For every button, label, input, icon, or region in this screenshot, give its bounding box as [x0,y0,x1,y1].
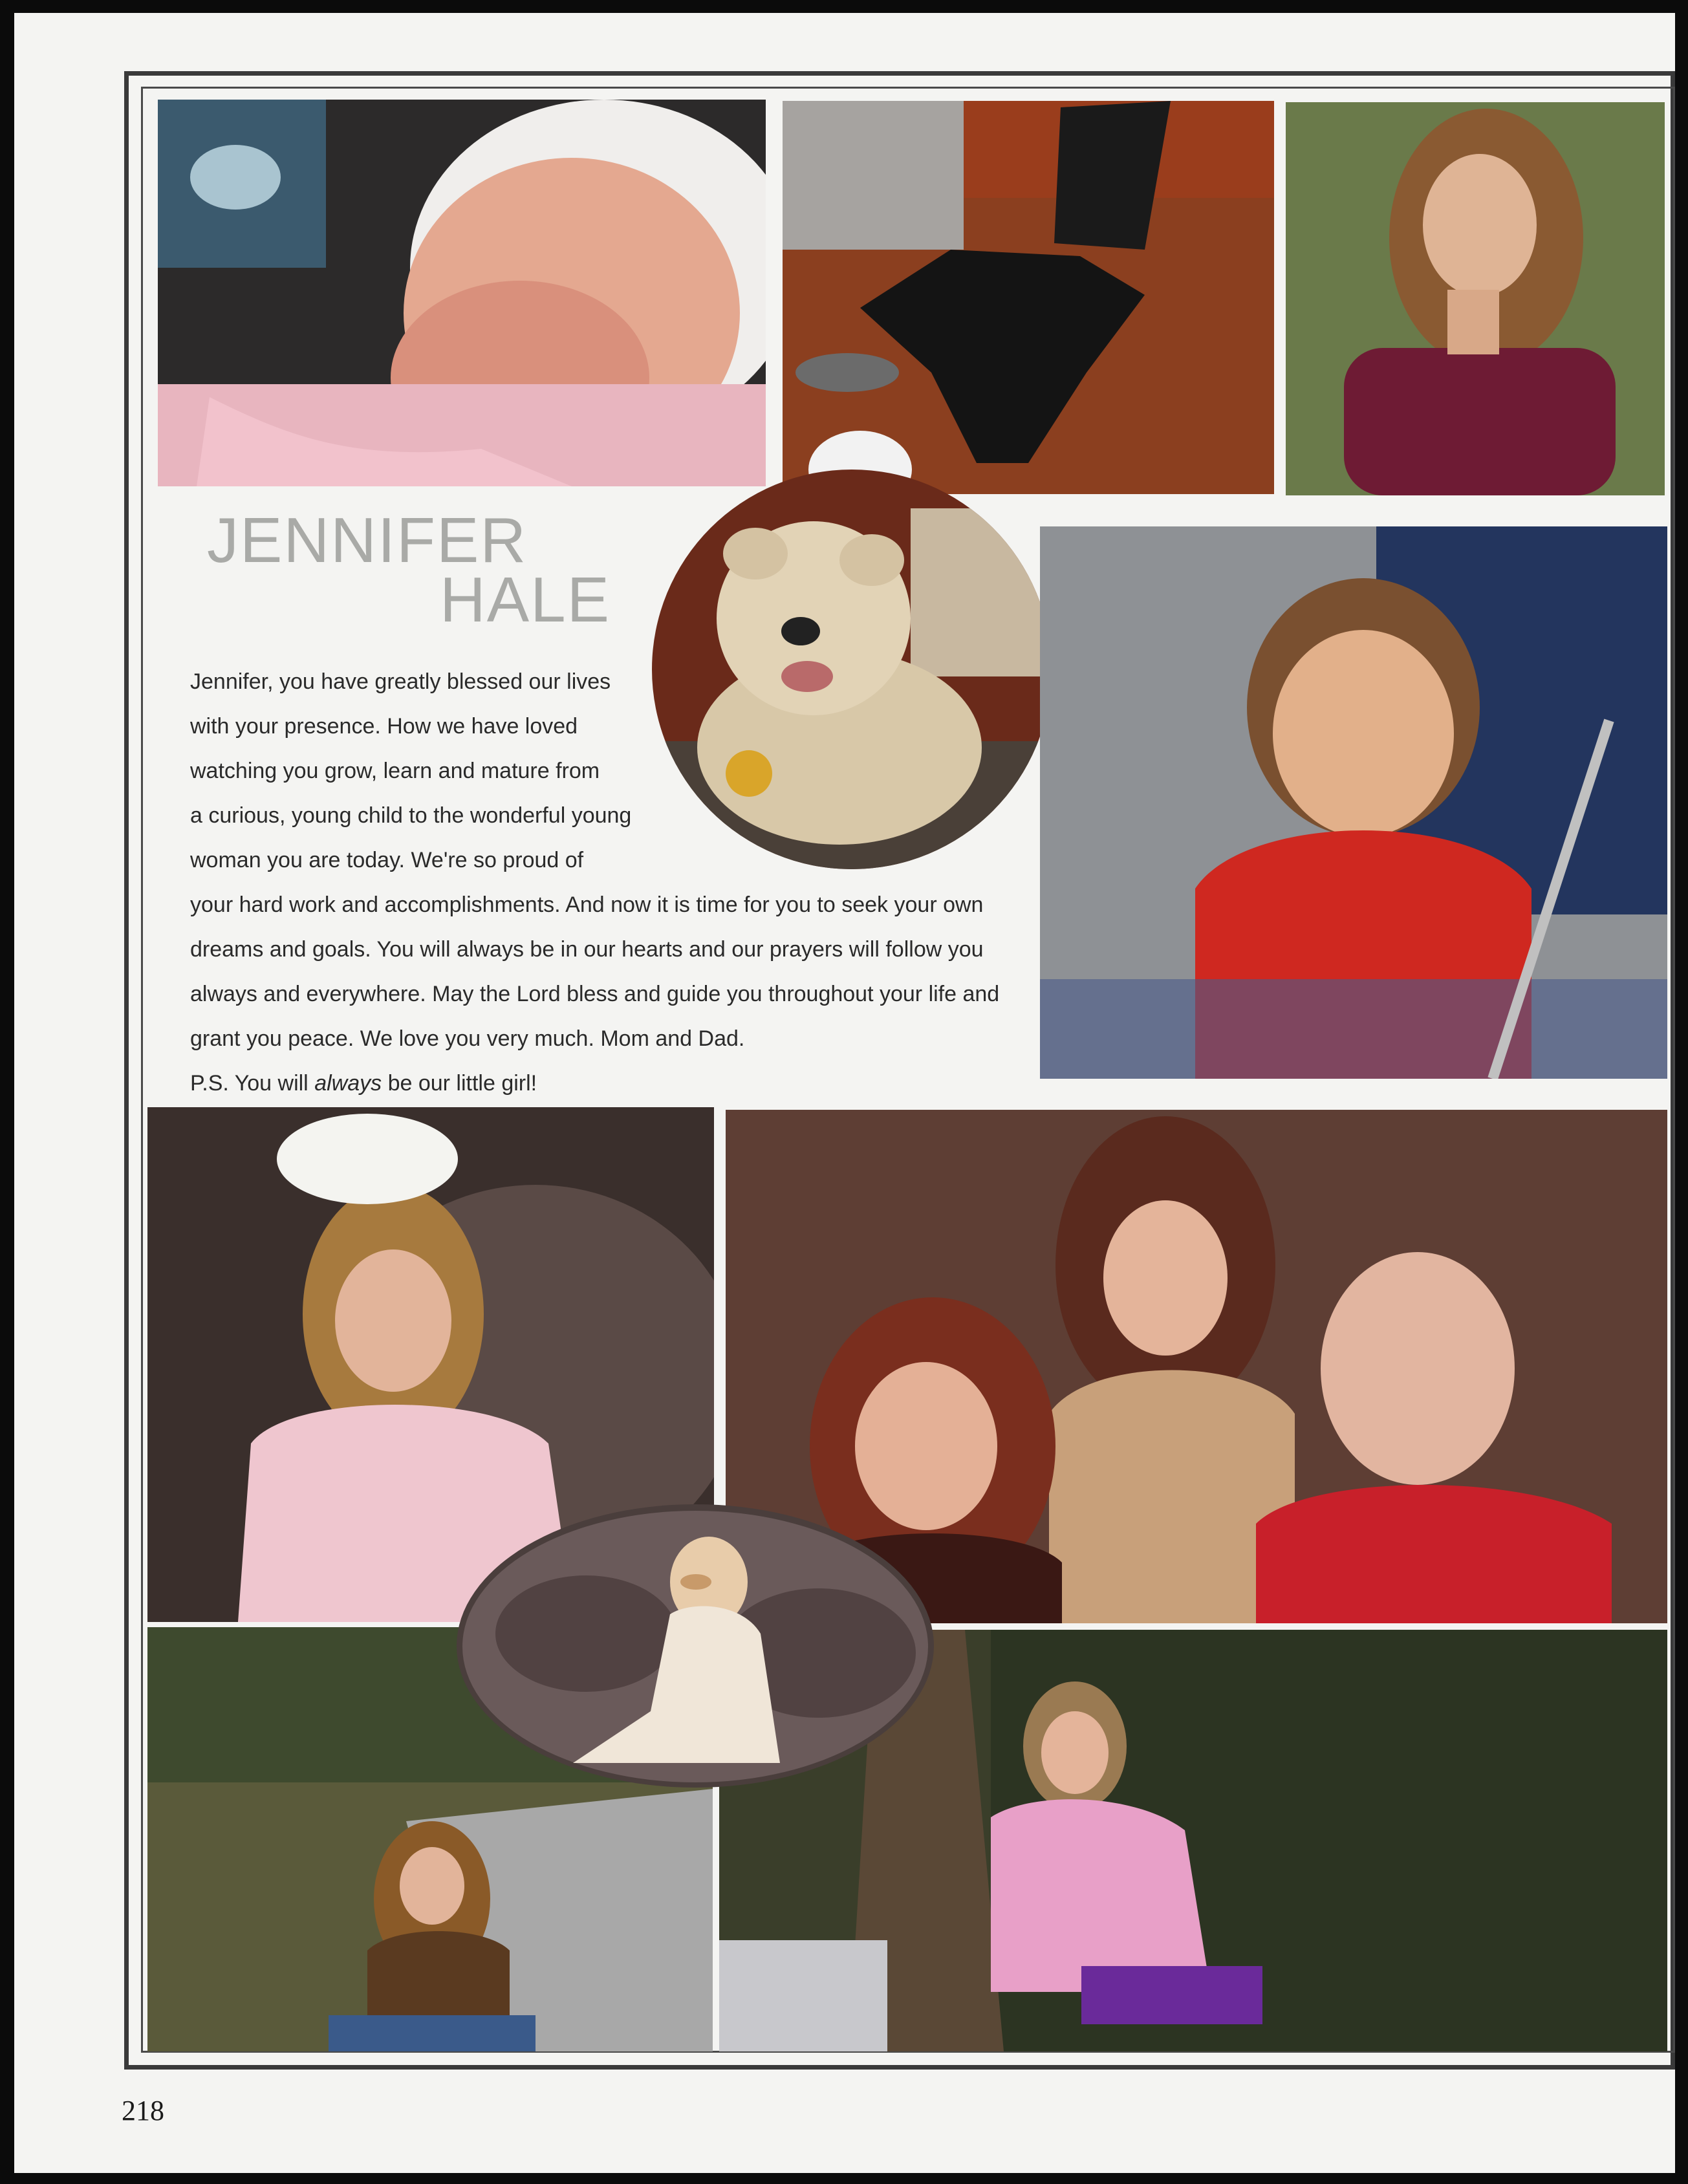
photo-dog-couch-oval [457,1504,934,1788]
message-line: watching you grow, learn and mature from [190,759,600,783]
message-line: grant you peace. We love you very much. Mom and Dad. [190,1026,745,1051]
message-line: Jennifer, you have greatly blessed our lives [190,669,611,694]
message-line: dreams and goals. You will always be in our hearts and our prayers will follow you [190,937,984,962]
ps-emphasis: always [314,1071,382,1096]
photo-family-portrait [726,1110,1667,1623]
ps-text-before: P.S. You will [190,1071,315,1096]
message-line: with your presence. How we have loved [190,714,578,739]
student-first-name: JENNIFER [207,504,528,576]
photo-child-red-shirt [1040,526,1667,1079]
message-ps [190,1061,1050,1106]
page-number: 218 [122,2095,164,2126]
student-last-name: HALE [440,564,611,635]
yearbook-page [14,13,1675,2173]
ps-text-after: be our little girl! [382,1071,537,1096]
message-line: always and everywhere. May the Lord bless and guide you throughout your life and [190,982,1000,1006]
photo-baby-sleeping [158,100,766,486]
photo-teen-portrait [1286,102,1665,495]
parent-message [190,660,1050,1106]
photo-black-dog [783,101,1274,494]
message-line: your hard work and accomplishments. And now it is time for you to seek your own [190,892,984,917]
message-line: a curious, young child to the wonderful young [190,803,632,828]
message-line: woman you are today. We're so proud of [190,848,584,872]
